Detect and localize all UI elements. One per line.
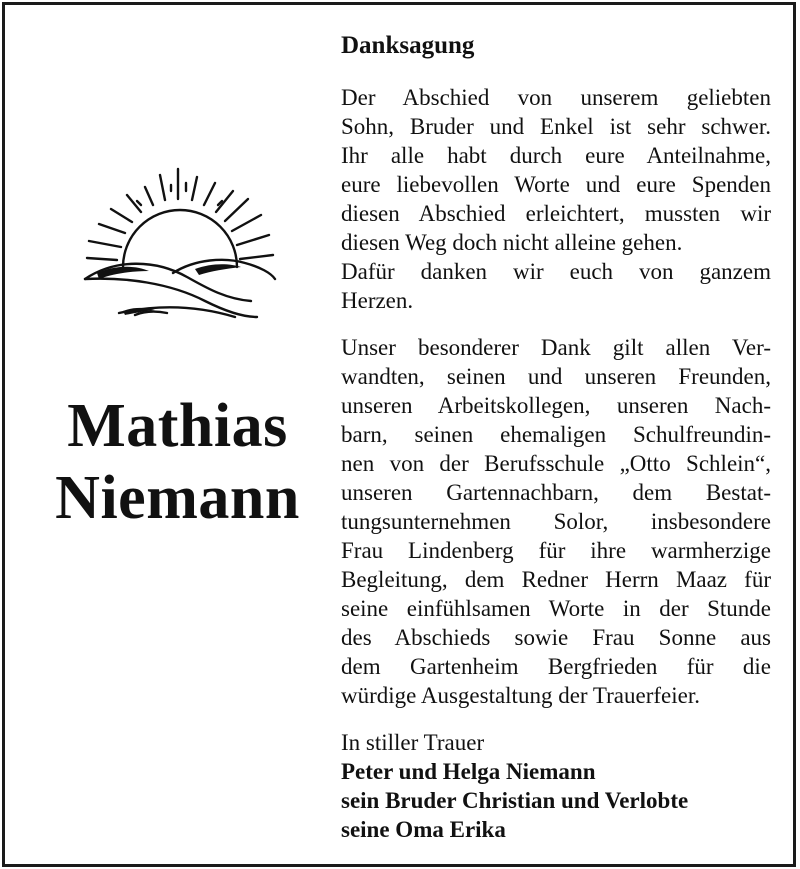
text-line: würdige Ausgestaltung der Trauerfeier. xyxy=(341,683,700,708)
text-line: unseren Gartennachbarn, dem Bestat- xyxy=(341,480,771,505)
text-line: tungsunternehmen Solor, insbesondere xyxy=(341,509,771,534)
text-line: Sohn, Bruder und Enkel ist sehr schwer. xyxy=(341,114,771,139)
signature-block xyxy=(341,728,771,844)
notice-text-column xyxy=(341,31,771,844)
text-line: Ihr alle habt durch eure Anteilnahme, xyxy=(341,143,771,168)
paragraph-farewell xyxy=(341,83,771,315)
text-line: diesen Abschied erleichtert, mussten wir xyxy=(341,201,771,226)
text-line: des Abschieds sowie Frau Sonne aus xyxy=(341,625,771,650)
obituary-notice xyxy=(2,2,796,867)
signature-name: Peter und Helga Niemann xyxy=(341,759,596,784)
text-line: Herzen. xyxy=(341,288,414,313)
paragraph-thanks xyxy=(341,333,771,710)
text-line: dem Gartenheim Bergfrieden für die xyxy=(341,654,771,679)
deceased-name xyxy=(25,390,330,534)
text-line: Der Abschied von unserem geliebten xyxy=(341,85,771,110)
text-line: unseren Arbeitskollegen, unseren Nach- xyxy=(341,393,771,418)
first-name: Mathias xyxy=(67,392,288,460)
text-line: nen von der Berufsschule „Otto Schlein“, xyxy=(341,451,771,476)
signature-name: sein Bruder Christian und Verlobte xyxy=(341,788,689,813)
text-line: Begleitung, dem Redner Herrn Maaz für xyxy=(341,567,771,592)
text-line: Frau Lindenberg für ihre warmherzige xyxy=(341,538,771,563)
text-line: Unser besonderer Dank gilt allen Ver- xyxy=(341,335,771,360)
last-name: Niemann xyxy=(55,464,300,532)
signature-intro: In stiller Trauer xyxy=(341,730,485,755)
setting-sun-over-hills-icon xyxy=(75,155,285,335)
text-line: diesen Weg doch nicht alleine gehen. xyxy=(341,230,683,255)
text-line: seine einfühlsamen Worte in der Stunde xyxy=(341,596,771,621)
notice-heading: Danksagung xyxy=(341,32,475,59)
signature-name: seine Oma Erika xyxy=(341,817,506,842)
text-line: wandten, seinen und unseren Freunden, xyxy=(341,364,771,389)
text-line: eure liebevollen Worte und eure Spenden xyxy=(341,172,771,197)
text-line: Dafür danken wir euch von ganzem xyxy=(341,259,771,284)
text-line: barn, seinen ehemaligen Schulfreundin- xyxy=(341,422,771,447)
